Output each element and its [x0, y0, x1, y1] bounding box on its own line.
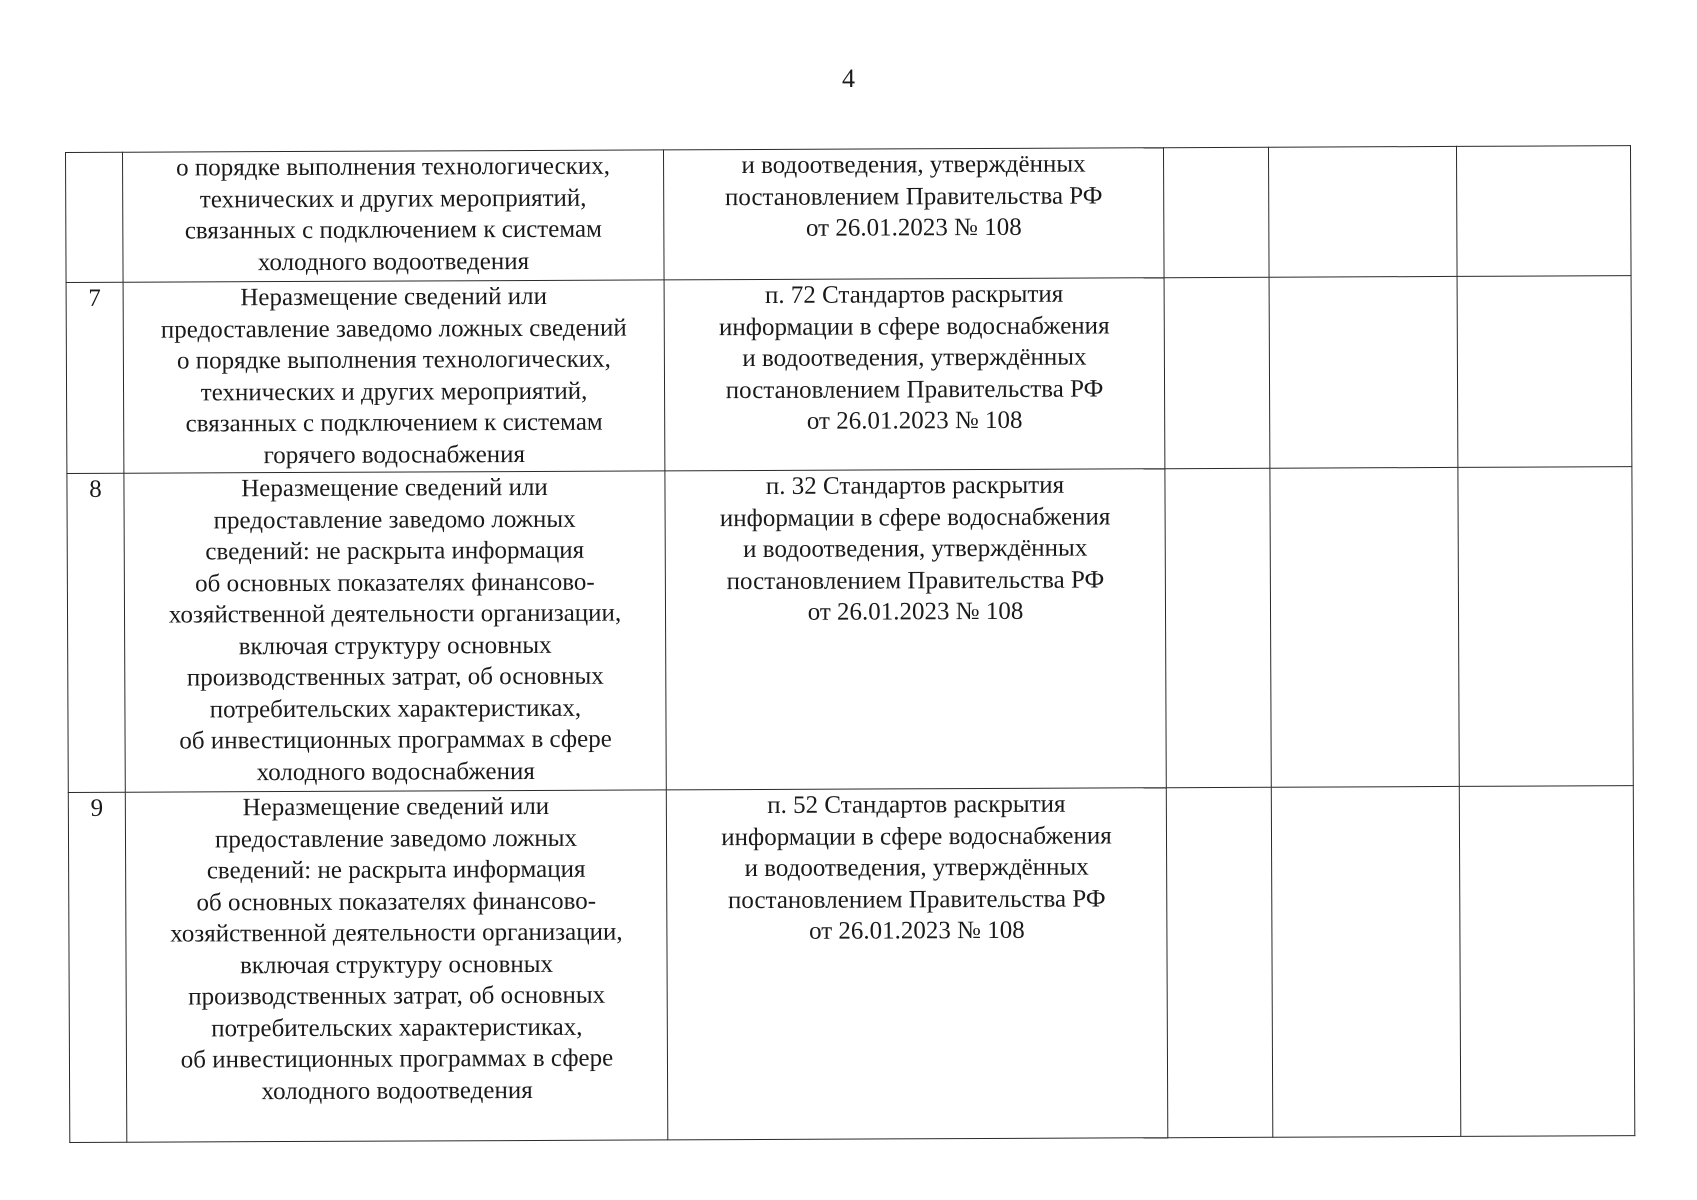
description-line: о порядке выполнения технологических,: [176, 345, 611, 375]
empty-cell: [1459, 786, 1635, 1137]
empty-cell: [1164, 277, 1270, 468]
description-line: Неразмещение сведений или: [241, 473, 548, 503]
description-line: производственных затрат, об основных: [186, 662, 604, 692]
description-line: технических и других мероприятий,: [200, 377, 588, 406]
description-line: включая структуру основных: [239, 950, 554, 979]
reference-line: от 26.01.2023 № 108: [806, 406, 1023, 435]
description-line: об основных показателях финансово-: [196, 887, 597, 916]
table-row: [66, 276, 1632, 474]
violation-description: [123, 150, 665, 282]
reference-line: и водоотведения, утверждённых: [741, 150, 1086, 180]
empty-cell: [1166, 787, 1273, 1137]
empty-cell: [1163, 147, 1269, 277]
table-row: [67, 467, 1633, 793]
description-line: технических и других мероприятий,: [199, 184, 587, 213]
empty-cell: [1456, 146, 1631, 277]
description-line: хозяйственной деятельности организации,: [170, 918, 623, 948]
legal-reference: [664, 278, 1165, 471]
reference-line: от 26.01.2023 № 108: [808, 916, 1025, 945]
reference-line: постановлением Правительства РФ: [725, 374, 1104, 404]
reference-line: постановлением Правительства РФ: [724, 181, 1103, 211]
empty-cell: [1268, 146, 1457, 277]
reference-line: п. 32 Стандартов раскрытия: [765, 471, 1065, 500]
description-line: хозяйственной деятельности организации,: [168, 599, 622, 629]
description-line: об инвестиционных программах в сфере: [179, 725, 612, 755]
legal-reference: [663, 148, 1164, 280]
description-line: предоставление заведомо ложных сведений: [160, 314, 627, 344]
reference-line: информации в сфере водоснабжения: [718, 311, 1110, 341]
reference-line: постановлением Правительства РФ: [726, 565, 1105, 595]
description-line: связанных с подключением к системам: [185, 408, 603, 438]
description-line: об основных показателях финансово-: [195, 568, 595, 597]
empty-cell: [1457, 276, 1632, 468]
reference-line: п. 72 Стандартов раскрытия: [764, 280, 1064, 309]
empty-cell: [1165, 468, 1271, 787]
description-line: потребительских характеристиках,: [211, 1013, 583, 1042]
description-line: предоставление заведомо ложных: [213, 505, 576, 534]
legal-reference: [665, 469, 1166, 790]
row-number: 9: [68, 792, 127, 1142]
violation-description: [125, 790, 668, 1142]
description-line: об инвестиционных программах в сфере: [180, 1044, 614, 1074]
reference-line: и водоотведения, утверждённых: [743, 534, 1088, 564]
description-line: сведений: не раскрыта информация: [206, 855, 586, 885]
description-line: холодного водоотведения: [261, 1076, 533, 1105]
table-row: [66, 146, 1632, 283]
row-number: [66, 152, 124, 282]
description-line: включая структуру основных: [238, 631, 552, 660]
reference-line: и водоотведения, утверждённых: [742, 343, 1087, 373]
description-line: о порядке выполнения технологических,: [176, 152, 611, 182]
reference-line: и водоотведения, утверждённых: [744, 853, 1089, 883]
description-line: Неразмещение сведений или: [240, 282, 547, 312]
description-line: производственных затрат, об основных: [188, 981, 606, 1011]
reference-line: постановлением Правительства РФ: [727, 884, 1106, 914]
description-line: связанных с подключением к системам: [184, 215, 602, 245]
page-number: 4: [842, 64, 855, 93]
empty-cell: [1458, 467, 1633, 787]
reference-line: информации в сфере водоснабжения: [721, 821, 1112, 851]
description-line: Неразмещение сведений или: [242, 792, 550, 822]
row-number: 8: [67, 473, 125, 792]
violation-description: [124, 471, 666, 792]
reference-line: от 26.01.2023 № 108: [805, 213, 1022, 242]
violation-description: [123, 280, 665, 473]
description-line: холодного водоснабжения: [256, 757, 535, 786]
reference-line: информации в сфере водоснабжения: [719, 502, 1111, 532]
table-row: [68, 786, 1635, 1143]
reference-line: п. 52 Стандартов раскрытия: [767, 790, 1066, 819]
description-line: сведений: не раскрыта информация: [205, 536, 585, 566]
description-line: холодного водоотведения: [257, 247, 530, 276]
requirements-table: [65, 145, 1635, 1143]
legal-reference: [666, 788, 1168, 1140]
description-line: потребительских характеристиках,: [209, 694, 582, 723]
description-line: предоставление заведомо ложных: [214, 824, 578, 853]
row-number: 7: [66, 282, 124, 473]
description-line: горячего водоснабжения: [263, 440, 526, 469]
empty-cell: [1269, 276, 1458, 468]
empty-cell: [1271, 786, 1461, 1137]
empty-cell: [1270, 467, 1459, 787]
reference-line: от 26.01.2023 № 108: [807, 597, 1024, 626]
